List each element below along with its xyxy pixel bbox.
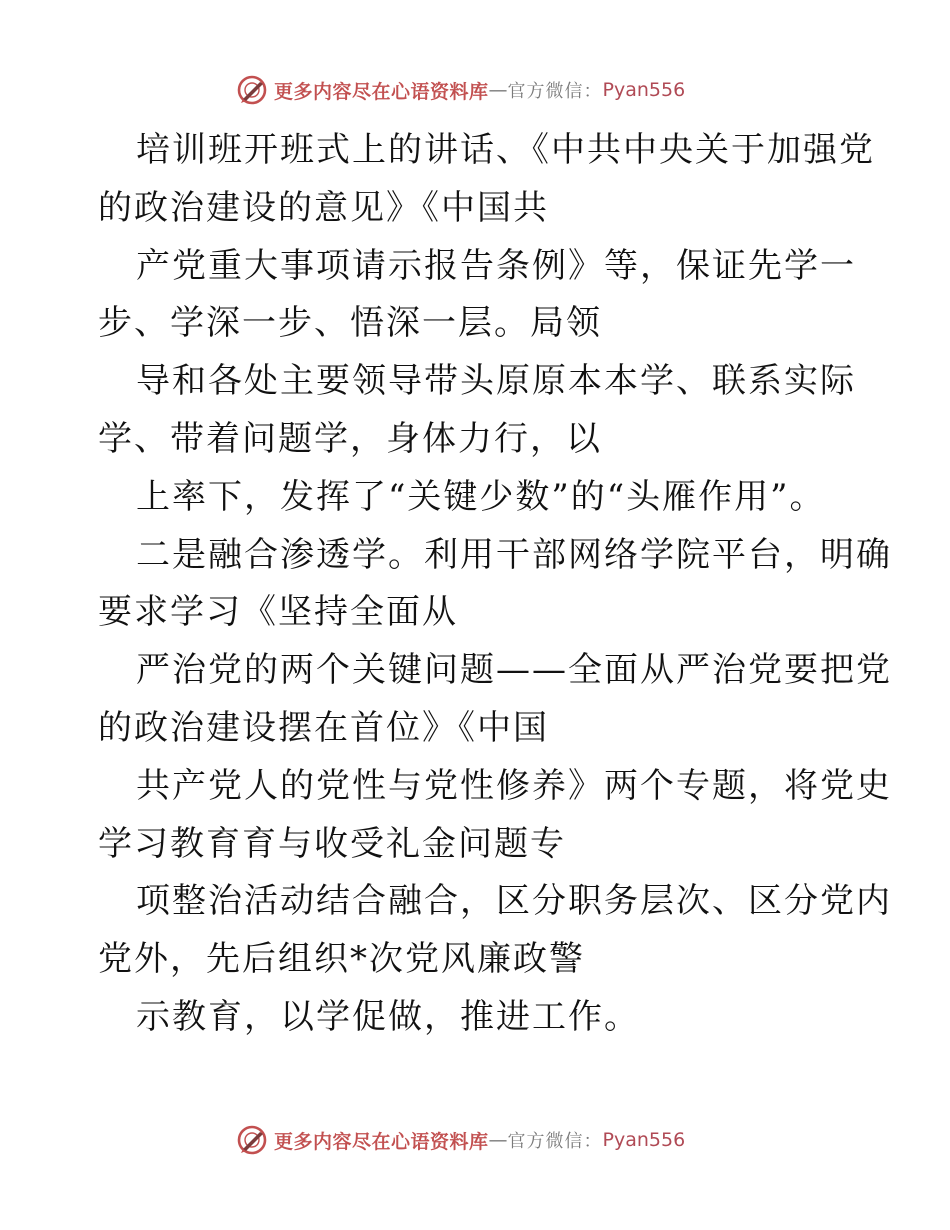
text-line: 上率下，发挥了“关键少数”的“头雁作用”。 xyxy=(136,476,826,517)
watermark-wechat-label: 官方微信： xyxy=(507,81,603,102)
brush-logo-icon xyxy=(236,1124,268,1156)
watermark-main-text: 更多内容尽在心语资料库 xyxy=(274,1130,489,1153)
text-line: 项整治活动结合融合，区分职务层次、区分党内 xyxy=(136,881,892,922)
text-line: 党外，先后组织*次党风廉政警 xyxy=(98,939,585,980)
watermark-separator: — xyxy=(488,1129,508,1151)
watermark-main-text: 更多内容尽在心语资料库 xyxy=(274,80,489,103)
text-line: 的政治建设摆在首位》《中国 xyxy=(98,707,549,748)
document-body xyxy=(98,122,892,1047)
text-line: 学、带着问题学，身体力行，以 xyxy=(98,418,602,459)
text-line: 二是融合渗透学。利用干部网络学院平台，明确 xyxy=(136,534,892,575)
header-watermark xyxy=(236,72,685,108)
text-line: 要求学习《坚持全面从 xyxy=(98,592,458,633)
watermark-wechat-id: Pyan556 xyxy=(602,79,686,101)
text-line: 示教育，以学促做，推进工作。 xyxy=(136,996,640,1037)
text-line: 共产党人的党性与党性修养》两个专题，将党史 xyxy=(136,765,892,806)
text-line: 的政治建设的意见》《中国共 xyxy=(98,187,549,228)
footer-watermark xyxy=(236,1122,685,1158)
text-line: 产党重大事项请示报告条例》等，保证先学一 xyxy=(136,245,856,286)
text-line: 步、学深一步、悟深一层。局领 xyxy=(98,303,602,344)
text-line: 培训班开班式上的讲话、《中共中央关于加强党 xyxy=(136,130,875,170)
text-line: 导和各处主要领导带头原原本本学、联系实际 xyxy=(136,361,856,402)
watermark-wechat-id: Pyan556 xyxy=(602,1129,686,1151)
brush-logo-icon xyxy=(236,74,268,106)
text-line: 学习教育育与收受礼金问题专 xyxy=(98,823,566,864)
watermark-wechat-label: 官方微信： xyxy=(507,1131,603,1152)
watermark-separator: — xyxy=(488,79,508,101)
text-line: 严治党的两个关键问题——全面从严治党要把党 xyxy=(136,650,892,691)
